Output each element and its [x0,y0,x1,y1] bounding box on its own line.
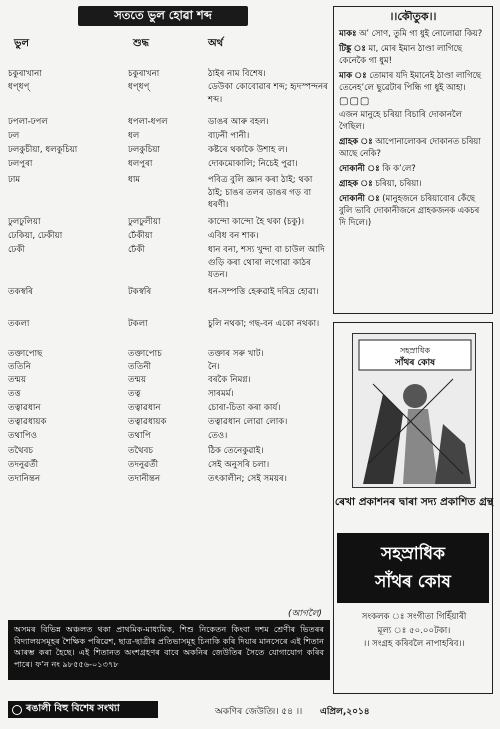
word-meaning: তক্তাৰ সৰু খাট। [208,349,264,359]
word-right: ধপলা-ধপল [128,117,168,127]
word-right: তন্ময় [128,375,147,385]
word-right: তত্বাৱধান [128,403,161,413]
word-wrong: তত্বাৱধায়ক [8,417,47,427]
word-right: ঢেঁকী [128,245,145,255]
word-right: তদনুৱৰ্তী [128,460,159,470]
section-title: সততে ভুল হোৱা শব্দ [78,6,248,26]
compiler: সংকলক ঃ সংগীতা গিহিঁয়াৰী [361,612,467,622]
word-wrong: ঢলকুচীয়া, ধলকুচিয়া [8,145,78,155]
joke-speaker: গ্ৰাহক ঃ [339,178,373,188]
joke-text: আপোনালোকৰ দোকানত চৰিয়া আছে নেকি? [339,136,481,158]
word-wrong: ঢেকী [8,245,25,255]
header-wrong: ভুল [14,38,29,49]
word-wrong: চকুৰাখানা [8,69,42,79]
magazine-name: অকণিৰ জেউতি [215,707,274,717]
word-meaning: কান্দো কান্দো হৈ থকা (চকু)। [208,217,305,227]
continued-note: (আগলৈ) [288,609,322,619]
word-meaning: চুলি নথকা; গছ-বন একো নথকা। [208,319,320,329]
svg-text:সহস্ৰাধিক: সহস্ৰাধিক [399,346,431,355]
word-right: তদানীন্তন [128,474,161,484]
school-notice-banner: অসমৰ বিভিন্ন অঞ্চলত থকা প্ৰাথমিক-মাধ্যমিক, শিশু নিকেতন কিংবা দশম শ্ৰেণীৰ ভিতৰৰ বিদ্যালয়সমূহৰ শৈক্ষিক পৰিৱেশ, ছাত্ৰ-ছাত্ৰীৰ প্ৰতিভাসমূহ চিনাকি কৰি দিয়াৰ মানসেৰে এই শিতান আৰম্ভ কৰা হৈছে। এই শিতানত অংশগ্ৰহণৰ বাবে অকনিৰ জেউতিৰ সৈতে যোগাযোগ কৰিব পাৰে। ফ’ন নং ৯৮৫৫৬-০১৩৭৮ [8,620,330,680]
word-wrong: ধপ্ধপ্ [8,82,30,92]
word-meaning: ঠিক তেনেকুৱাই। [208,446,264,456]
word-wrong: ঢাম [8,175,21,185]
word-meaning: এবিধ বন শাক। [208,231,259,241]
tagline: ।। সংগ্ৰহ কৰিবলৈ নাপাহৰিব।। [363,639,465,649]
joke-line [339,162,487,174]
joke-line [339,69,487,93]
word-wrong: ঢলপুৰা [8,159,33,169]
word-right: তত্বাৱধায়ক [128,417,167,427]
word-wrong: তক্তাপোছ [8,349,43,359]
word-wrong: তত্বাৱধান [8,403,41,413]
joke-line [339,27,487,39]
page-number: ।। ৫৪ ।। [272,707,303,717]
word-wrong: ঢেকিয়া, ঢেকীয়া [8,231,63,241]
publisher-line: ৰেখা প্ৰকাশনৰ দ্বাৰা সদ্য প্ৰকাশিত গ্ৰন্থ [334,496,494,508]
book-title-block [337,533,489,603]
word-right: ঢুলঢুলীয়া [128,217,161,227]
page-footer [0,698,500,724]
joke-box [333,6,493,314]
joke-title: ।।কৌতুক।। [389,10,437,23]
joke-line [339,135,487,159]
word-meaning: কষ্টৰে থকাকৈ উশাহ ল। [208,145,288,155]
word-right: তত্ব [128,389,141,399]
book-info [334,611,494,652]
column-headers [8,36,330,52]
issue-label: ৰঙালী বিহু বিশেষ সংখ্যা [26,703,120,714]
word-meaning: বৰকৈ নিমগ্ন। [208,375,251,385]
word-wrong: তদনুৱৰ্তী [8,460,39,470]
word-right: ততিনী [128,362,151,372]
word-meaning: সেই অনুসৰি চলা। [208,460,270,470]
word-meaning: ডেউকা কোবোৱাৰ শব্দ; হৃদস্পন্দনৰ শব্দ। [208,82,328,105]
word-meaning: চোৰা-চিতা কৰা কাৰ্য। [208,403,281,413]
word-right: ঢেঁকীয়া [128,231,153,241]
word-right: চকুৰাখনা [128,69,160,79]
price: মূল্য ঃ ৫০.০০টকা। [377,625,451,636]
joke-line [339,192,487,228]
word-meaning: বাঢ়নী পানী। [208,131,250,141]
joke-text: তোমাৰ যদি ইমানেই ঠাণ্ডা লাগিছে তেনেহ’লে ছুৱেটাৰ পিন্ধি গা ধুই আহা। [339,70,482,92]
issue-date: এপ্ৰিল,২০১৪ [320,707,370,717]
word-wrong: ঢুলঢুলিয়া [8,217,41,227]
joke-divider: ▢▢▢ [339,96,371,107]
word-wrong: তদানিন্তন [8,474,41,484]
word-meaning: তেও। [208,431,228,441]
book-title-line1: সহস্ৰাধিক [381,544,445,564]
logo-icon [12,705,22,715]
word-meaning: তত্বাৱধান লোৱা লোক। [208,417,288,427]
word-right: তথৈবচ [128,446,154,456]
joke-speaker: দোকানী ঃ [339,163,380,173]
joke-line [339,177,487,189]
word-right: ধাম [128,175,141,185]
word-right: ধপ্ধপ্ [128,82,150,92]
word-meaning: পবিত্ৰ বুলি জ্ঞান কৰা ঠাই; থকা ঠাই; চাঙৰ তলৰ ডাঙৰ গড় বা ধৰণী। [208,175,313,210]
word-meaning: তৎকালীন; সেই সময়ৰ। [208,474,287,484]
joke-line [339,42,487,66]
book-advertisement [333,322,493,694]
joke-text: কি ক’লে? [382,163,416,173]
word-meaning: ঠাইৰ নাম বিশেষ। [208,69,266,79]
joke-speaker: গ্ৰাহক ঃ [339,136,373,146]
word-right: টকস্বৰি [128,287,152,297]
word-wrong: তন্ময় [8,375,27,385]
joke-speaker: দোকানী ঃ [339,193,380,203]
header-right: শুদ্ধ [133,38,149,49]
header-meaning: অৰ্থ [208,38,224,49]
word-wrong: তথাপিও [8,431,38,441]
issue-logo [8,701,158,718]
book-cover-image [352,333,476,488]
word-meaning: দোকমোকালি; নিচেই পুৱা। [208,159,298,169]
joke-text: (মানুহজনে চৰিয়াবোৰ কেঁছে বুলি ভাবি দোকানীজনে গ্ৰাহকজনক একচৰ দি দিলে।) [339,193,480,227]
joke-intro: এজন মানুহে চৰিয়া বিচাৰি দোকানলৈ গৈছিল। [339,109,462,131]
joke-text: মা, মোৰ ইমান ঠাণ্ডা লাগিছে কেনেকৈ গা ধুম! [339,43,462,65]
word-meaning: সাৰমৰ্ম। [208,389,234,399]
word-wrong: ঢপলা-ঢপল [8,117,48,127]
word-wrong: তকস্বৰি [8,287,33,297]
word-meaning: নৈ। [208,362,220,372]
word-meaning: ধন-সম্পত্তি হেৰুৱাই দৰিদ্ৰ হোৱা। [208,287,319,297]
word-wrong: ঢল [8,131,20,141]
word-right: তক্তাপোচ [128,349,162,359]
book-title-line2: সাঁথৰ কোষ [375,572,451,592]
word-wrong: তকলা [8,319,30,329]
word-right: ঢলকুচিয়া [128,145,160,155]
word-wrong: তত্ত [8,389,21,399]
joke-text: অ’ সোণ, তুমি গা ধুই নোলোৱা কিয়? [359,28,483,38]
svg-text:সাঁথৰ কোষ: সাঁথৰ কোষ [394,358,436,368]
word-list-section [8,6,330,618]
word-right: তথাপি [128,431,151,441]
word-right: টকলা [128,319,148,329]
word-right: ধলপুৰা [128,159,153,169]
joke-speaker: টিঙ্কু ঃ [339,43,366,53]
word-meaning: ডাঙৰ আৰু বহল। [208,117,269,127]
joke-speaker: মাকঃ [339,28,357,38]
word-wrong: তথৈবচ [8,446,34,456]
word-meaning: ধান বনা, শস্য খুন্দা বা চাউল আদি গুড়ি কৰা থোৰা লগোৱা কাঠৰ যতন। [208,245,325,280]
joke-speaker: মাক ঃ [339,70,367,80]
word-right: ধল [128,131,140,141]
joke-text: চৰিয়া, চৰিয়া। [375,178,422,188]
word-wrong: ততিনি [8,362,31,372]
